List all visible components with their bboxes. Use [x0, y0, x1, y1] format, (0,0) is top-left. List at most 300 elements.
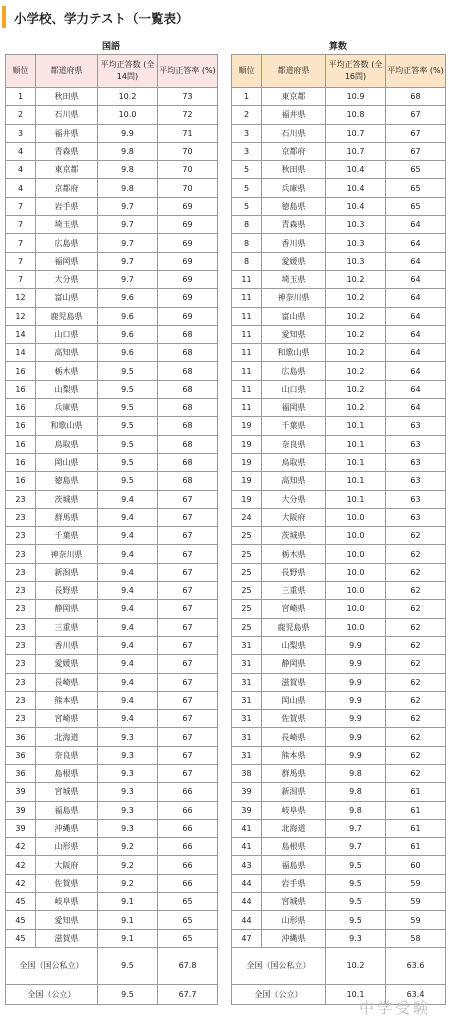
cell-rank: 36 — [6, 746, 36, 764]
header-avg-score: 平均正答数 (全16問) — [326, 55, 386, 88]
cell-avg-rate: 67 — [158, 764, 218, 782]
cell-prefecture: 岡山県 — [262, 691, 326, 709]
cell-avg-rate: 62 — [386, 691, 446, 709]
cell-avg-rate: 62 — [386, 728, 446, 746]
cell-rank: 5 — [232, 179, 262, 197]
cell-rank: 2 — [232, 106, 262, 124]
table-row — [232, 289, 446, 307]
cell-rank: 23 — [6, 655, 36, 673]
table-row — [232, 399, 446, 417]
cell-rank: 16 — [6, 435, 36, 453]
cell-prefecture: 岐阜県 — [262, 801, 326, 819]
cell-avg-score: 9.7 — [326, 838, 386, 856]
cell-avg-rate: 64 — [386, 380, 446, 398]
cell-rank: 12 — [6, 307, 36, 325]
table-row — [232, 472, 446, 490]
table-row — [232, 124, 446, 142]
cell-rank: 23 — [6, 673, 36, 691]
table-row — [6, 874, 218, 892]
cell-prefecture: 沖縄県 — [36, 819, 98, 837]
cell-avg-score: 9.7 — [98, 216, 158, 234]
cell-rank: 11 — [232, 399, 262, 417]
cell-avg-score: 9.5 — [326, 911, 386, 929]
cell-avg-rate: 68 — [158, 435, 218, 453]
table-row — [232, 728, 446, 746]
table-row — [6, 179, 218, 197]
table-row — [6, 490, 218, 508]
cell-avg-score: 10.2 — [98, 88, 158, 106]
table-row — [6, 563, 218, 581]
cell-avg-score: 9.9 — [326, 691, 386, 709]
cell-avg-score: 10.1 — [326, 435, 386, 453]
cell-avg-score: 9.2 — [98, 874, 158, 892]
cell-avg-score: 9.6 — [98, 289, 158, 307]
cell-prefecture: 青森県 — [262, 216, 326, 234]
cell-prefecture: 栃木県 — [36, 362, 98, 380]
cell-prefecture: 神奈川県 — [262, 289, 326, 307]
cell-rank: 14 — [6, 344, 36, 362]
cell-rank: 39 — [232, 783, 262, 801]
cell-prefecture: 鹿児島県 — [262, 618, 326, 636]
cell-rank: 7 — [6, 216, 36, 234]
cell-avg-rate: 67 — [386, 124, 446, 142]
cell-avg-rate: 68 — [158, 344, 218, 362]
cell-avg-score: 9.8 — [98, 179, 158, 197]
table-row — [232, 453, 446, 471]
cell-avg-rate: 69 — [158, 270, 218, 288]
cell-prefecture: 宮崎県 — [262, 600, 326, 618]
cell-avg-score: 9.5 — [326, 856, 386, 874]
cell-prefecture: 山形県 — [262, 911, 326, 929]
table-row — [6, 691, 218, 709]
cell-rank: 43 — [232, 856, 262, 874]
cell-avg-rate: 66 — [158, 783, 218, 801]
table-row — [232, 527, 446, 545]
cell-avg-rate: 63 — [386, 472, 446, 490]
cell-avg-score: 9.1 — [98, 911, 158, 929]
cell-rank: 23 — [6, 691, 36, 709]
cell-prefecture: 香川県 — [36, 636, 98, 654]
cell-rank: 23 — [6, 710, 36, 728]
cell-avg-score: 9.1 — [98, 929, 158, 947]
cell-avg-score: 9.6 — [98, 344, 158, 362]
cell-prefecture: 北海道 — [262, 819, 326, 837]
cell-rank: 14 — [6, 325, 36, 343]
cell-prefecture: 福岡県 — [262, 399, 326, 417]
cell-avg-rate: 69 — [158, 252, 218, 270]
cell-rank: 41 — [232, 819, 262, 837]
table-row — [232, 179, 446, 197]
cell-avg-rate: 65 — [158, 911, 218, 929]
cell-avg-rate: 69 — [158, 234, 218, 252]
cell-rank: 16 — [6, 417, 36, 435]
cell-avg-rate: 69 — [158, 289, 218, 307]
cell-avg-score: 9.5 — [326, 893, 386, 911]
cell-rank: 39 — [6, 819, 36, 837]
cell-rank: 36 — [6, 728, 36, 746]
cell-prefecture: 石川県 — [36, 106, 98, 124]
cell-prefecture: 静岡県 — [262, 655, 326, 673]
table-row — [232, 344, 446, 362]
cell-avg-rate: 60 — [386, 856, 446, 874]
cell-prefecture: 宮城県 — [262, 893, 326, 911]
cell-prefecture: 鳥取県 — [36, 435, 98, 453]
cell-avg-rate: 68 — [158, 399, 218, 417]
cell-avg-score: 10.2 — [326, 362, 386, 380]
cell-prefecture: 鳥取県 — [262, 453, 326, 471]
table-row — [6, 417, 218, 435]
cell-avg-rate: 62 — [386, 618, 446, 636]
cell-rank: 5 — [232, 197, 262, 215]
cell-avg-rate: 67 — [158, 691, 218, 709]
cell-prefecture: 愛媛県 — [262, 252, 326, 270]
table-row — [232, 563, 446, 581]
cell-prefecture: 愛知県 — [262, 325, 326, 343]
table-row — [6, 527, 218, 545]
table-row — [232, 417, 446, 435]
cell-avg-rate: 70 — [158, 142, 218, 160]
table-row — [232, 874, 446, 892]
cell-rank: 11 — [232, 344, 262, 362]
cell-prefecture: 千葉県 — [36, 527, 98, 545]
cell-prefecture: 大阪府 — [36, 856, 98, 874]
cell-avg-rate: 70 — [158, 161, 218, 179]
cell-avg-rate: 67 — [158, 582, 218, 600]
table-row — [232, 929, 446, 947]
table-row — [6, 88, 218, 106]
cell-avg-rate: 62 — [386, 710, 446, 728]
cell-avg-score: 9.2 — [98, 838, 158, 856]
cell-prefecture: 滋賀県 — [262, 673, 326, 691]
cell-rank: 11 — [232, 325, 262, 343]
cell-avg-rate: 59 — [386, 911, 446, 929]
cell-avg-rate: 68 — [386, 88, 446, 106]
table-row — [6, 655, 218, 673]
table-row — [232, 838, 446, 856]
cell-avg-rate: 65 — [158, 929, 218, 947]
cell-avg-rate: 68 — [158, 417, 218, 435]
table-row — [6, 764, 218, 782]
cell-avg-rate: 59 — [386, 874, 446, 892]
page-title: 小学校、学力テスト（一覧表） — [14, 11, 189, 26]
cell-rank: 45 — [6, 893, 36, 911]
cell-avg-score: 9.4 — [98, 490, 158, 508]
title-accent-bar — [2, 6, 6, 28]
header-rank: 順位 — [232, 55, 262, 88]
cell-avg-score: 10.1 — [326, 984, 386, 1004]
cell-avg-score: 9.3 — [98, 819, 158, 837]
table-row — [232, 636, 446, 654]
cell-rank: 1 — [6, 88, 36, 106]
cell-avg-rate: 72 — [158, 106, 218, 124]
cell-avg-score: 10.0 — [326, 600, 386, 618]
cell-prefecture: 山口県 — [262, 380, 326, 398]
cell-prefecture: 広島県 — [36, 234, 98, 252]
cell-avg-score: 10.0 — [98, 106, 158, 124]
table-header-row — [6, 55, 218, 88]
cell-prefecture: 兵庫県 — [262, 179, 326, 197]
header-avg-rate: 平均正答率 (%) — [158, 55, 218, 88]
table-row — [232, 764, 446, 782]
cell-avg-rate: 67.7 — [158, 984, 218, 1004]
cell-prefecture: 茨城県 — [262, 527, 326, 545]
cell-avg-rate: 64 — [386, 216, 446, 234]
cell-rank: 3 — [6, 124, 36, 142]
cell-avg-score: 9.5 — [98, 453, 158, 471]
cell-avg-rate: 64 — [386, 399, 446, 417]
cell-avg-score: 10.4 — [326, 161, 386, 179]
cell-avg-rate: 69 — [158, 216, 218, 234]
cell-avg-score: 9.3 — [98, 728, 158, 746]
cell-avg-rate: 68 — [158, 380, 218, 398]
cell-avg-score: 9.4 — [98, 582, 158, 600]
cell-prefecture: 石川県 — [262, 124, 326, 142]
table-row — [6, 124, 218, 142]
cell-prefecture: 福井県 — [36, 124, 98, 142]
table-row — [232, 234, 446, 252]
cell-avg-score: 10.7 — [326, 142, 386, 160]
cell-avg-rate: 70 — [158, 179, 218, 197]
cell-national-label: 全国（国公私立） — [232, 947, 326, 984]
table-row — [6, 234, 218, 252]
cell-avg-rate: 62 — [386, 636, 446, 654]
cell-prefecture: 神奈川県 — [36, 545, 98, 563]
cell-prefecture: 福島県 — [36, 801, 98, 819]
cell-avg-score: 10.7 — [326, 124, 386, 142]
cell-avg-rate: 64 — [386, 344, 446, 362]
table-row — [6, 618, 218, 636]
cell-avg-score: 9.4 — [98, 527, 158, 545]
cell-rank: 16 — [6, 453, 36, 471]
cell-avg-rate: 67 — [158, 563, 218, 581]
table-row — [6, 161, 218, 179]
cell-avg-score: 10.4 — [326, 197, 386, 215]
cell-prefecture: 岩手県 — [36, 197, 98, 215]
cell-prefecture: 徳島県 — [36, 472, 98, 490]
cell-avg-rate: 65 — [386, 179, 446, 197]
table-row — [232, 270, 446, 288]
cell-prefecture: 高知県 — [36, 344, 98, 362]
cell-avg-rate: 66 — [158, 874, 218, 892]
cell-rank: 4 — [6, 161, 36, 179]
cell-avg-rate: 62 — [386, 746, 446, 764]
table-row — [6, 380, 218, 398]
table-row — [232, 325, 446, 343]
cell-avg-rate: 66 — [158, 856, 218, 874]
cell-prefecture: 熊本県 — [262, 746, 326, 764]
cell-avg-score: 10.2 — [326, 289, 386, 307]
table-row — [6, 819, 218, 837]
table-row — [6, 289, 218, 307]
cell-avg-rate: 67 — [158, 655, 218, 673]
cell-rank: 7 — [6, 234, 36, 252]
cell-rank: 42 — [6, 874, 36, 892]
cell-avg-score: 10.0 — [326, 545, 386, 563]
cell-rank: 7 — [6, 197, 36, 215]
table-row — [232, 655, 446, 673]
cell-avg-score: 10.2 — [326, 325, 386, 343]
cell-avg-score: 10.0 — [326, 618, 386, 636]
table-row — [6, 307, 218, 325]
cell-rank: 19 — [232, 417, 262, 435]
cell-prefecture: 栃木県 — [262, 545, 326, 563]
cell-prefecture: 青森県 — [36, 142, 98, 160]
cell-avg-score: 10.0 — [326, 527, 386, 545]
cell-avg-rate: 68 — [158, 325, 218, 343]
cell-avg-rate: 62 — [386, 673, 446, 691]
cell-avg-rate: 63.6 — [386, 947, 446, 984]
table-row — [6, 472, 218, 490]
table-row — [6, 344, 218, 362]
cell-avg-score: 10.9 — [326, 88, 386, 106]
table-row — [6, 838, 218, 856]
cell-avg-score: 10.0 — [326, 582, 386, 600]
cell-prefecture: 岡山県 — [36, 453, 98, 471]
cell-rank: 25 — [232, 527, 262, 545]
cell-prefecture: 岐阜県 — [36, 893, 98, 911]
cell-prefecture: 秋田県 — [262, 161, 326, 179]
cell-prefecture: 大阪府 — [262, 508, 326, 526]
cell-prefecture: 山形県 — [36, 838, 98, 856]
table-row — [6, 929, 218, 947]
cell-prefecture: 東京都 — [36, 161, 98, 179]
table-row — [232, 801, 446, 819]
cell-avg-score: 10.2 — [326, 947, 386, 984]
cell-rank: 44 — [232, 874, 262, 892]
cell-rank: 44 — [232, 893, 262, 911]
cell-rank: 16 — [6, 472, 36, 490]
cell-avg-score: 10.2 — [326, 399, 386, 417]
cell-avg-score: 10.3 — [326, 216, 386, 234]
cell-rank: 25 — [232, 618, 262, 636]
cell-avg-rate: 61 — [386, 801, 446, 819]
cell-avg-rate: 67 — [158, 490, 218, 508]
cell-avg-score: 9.1 — [98, 893, 158, 911]
table-row — [6, 911, 218, 929]
cell-avg-rate: 68 — [158, 362, 218, 380]
cell-rank: 11 — [232, 380, 262, 398]
cell-avg-rate: 61 — [386, 819, 446, 837]
cell-rank: 3 — [232, 142, 262, 160]
cell-avg-rate: 67 — [158, 527, 218, 545]
cell-national-label: 全国（公立） — [232, 984, 326, 1004]
table-row — [6, 270, 218, 288]
cell-prefecture: 福島県 — [262, 856, 326, 874]
table-row — [232, 216, 446, 234]
cell-prefecture: 北海道 — [36, 728, 98, 746]
cell-avg-rate: 67 — [158, 600, 218, 618]
cell-prefecture: 広島県 — [262, 362, 326, 380]
cell-rank: 23 — [6, 636, 36, 654]
table-row — [232, 435, 446, 453]
watermark-logo: 中学受験 — [358, 999, 431, 1017]
cell-rank: 42 — [6, 856, 36, 874]
cell-rank: 1 — [232, 88, 262, 106]
cell-avg-score: 9.2 — [98, 856, 158, 874]
cell-avg-score: 9.4 — [98, 710, 158, 728]
cell-rank: 25 — [232, 582, 262, 600]
cell-prefecture: 和歌山県 — [36, 417, 98, 435]
cell-prefecture: 兵庫県 — [36, 399, 98, 417]
cell-avg-rate: 58 — [386, 929, 446, 947]
table-row — [6, 252, 218, 270]
cell-avg-score: 9.5 — [98, 380, 158, 398]
cell-rank: 31 — [232, 691, 262, 709]
cell-avg-rate: 66 — [158, 801, 218, 819]
cell-avg-rate: 67 — [158, 746, 218, 764]
cell-avg-rate: 69 — [158, 197, 218, 215]
cell-prefecture: 香川県 — [262, 234, 326, 252]
cell-avg-score: 10.2 — [326, 270, 386, 288]
cell-avg-score: 9.8 — [326, 801, 386, 819]
header-avg-score: 平均正答数 (全14問) — [98, 55, 158, 88]
table-row — [6, 856, 218, 874]
table-row — [6, 362, 218, 380]
cell-avg-rate: 64 — [386, 234, 446, 252]
cell-avg-rate: 65 — [386, 161, 446, 179]
cell-avg-score: 9.4 — [98, 636, 158, 654]
cell-avg-rate: 65 — [386, 197, 446, 215]
cell-rank: 3 — [232, 124, 262, 142]
cell-avg-rate: 62 — [386, 655, 446, 673]
cell-avg-rate: 63 — [386, 435, 446, 453]
cell-avg-rate: 69 — [158, 307, 218, 325]
math-caption: 算数 — [328, 42, 347, 52]
cell-rank: 19 — [232, 453, 262, 471]
cell-avg-score: 9.4 — [98, 691, 158, 709]
cell-prefecture: 群馬県 — [262, 764, 326, 782]
cell-avg-score: 10.2 — [326, 380, 386, 398]
cell-avg-score: 9.6 — [98, 307, 158, 325]
cell-prefecture: 徳島県 — [262, 197, 326, 215]
cell-avg-rate: 63 — [386, 508, 446, 526]
cell-prefecture: 山梨県 — [262, 636, 326, 654]
cell-rank: 7 — [6, 252, 36, 270]
table-row — [232, 819, 446, 837]
header-avg-rate: 平均正答率 (%) — [386, 55, 446, 88]
cell-avg-score: 10.1 — [326, 417, 386, 435]
cell-prefecture: 宮城県 — [36, 783, 98, 801]
cell-avg-score: 9.5 — [98, 399, 158, 417]
table-row — [232, 600, 446, 618]
cell-rank: 31 — [232, 636, 262, 654]
table-row — [232, 783, 446, 801]
cell-avg-rate: 61 — [386, 838, 446, 856]
table-row — [6, 600, 218, 618]
cell-avg-score: 9.3 — [98, 764, 158, 782]
cell-prefecture: 大分県 — [262, 490, 326, 508]
table-row — [232, 856, 446, 874]
math-table-body — [232, 88, 446, 1005]
cell-avg-rate: 62 — [386, 527, 446, 545]
cell-avg-score: 9.3 — [98, 801, 158, 819]
cell-rank: 11 — [232, 307, 262, 325]
cell-avg-score: 9.9 — [326, 746, 386, 764]
cell-avg-score: 9.6 — [98, 325, 158, 343]
cell-rank: 23 — [6, 527, 36, 545]
cell-avg-rate: 64 — [386, 325, 446, 343]
table-row — [232, 88, 446, 106]
cell-prefecture: 富山県 — [262, 307, 326, 325]
table-row — [6, 399, 218, 417]
cell-prefecture: 島根県 — [36, 764, 98, 782]
cell-prefecture: 新潟県 — [262, 783, 326, 801]
cell-rank: 19 — [232, 472, 262, 490]
table-row — [232, 508, 446, 526]
cell-prefecture: 福岡県 — [36, 252, 98, 270]
cell-avg-score: 10.0 — [326, 508, 386, 526]
cell-avg-score: 10.1 — [326, 453, 386, 471]
